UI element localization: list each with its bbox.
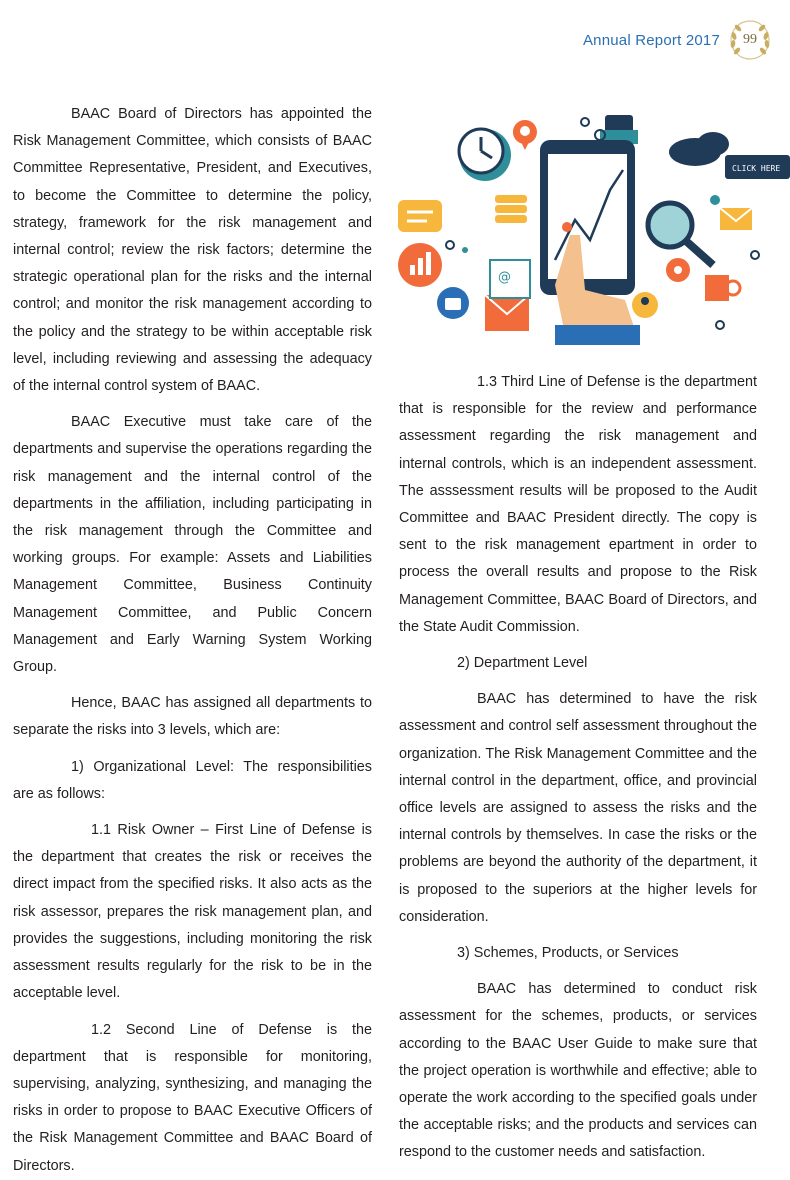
cloud-icon bbox=[669, 132, 729, 166]
trophy-icon bbox=[600, 115, 638, 144]
paragraph: 1.3 Third Line of Defense is the department that is responsible for the review and performance assessment regarding the risk management and internal controls, which is an independent assessment. The asssessment results will be proposed to the Audit Committee and BAAC President directly. The copy is sent to the risk management epartment in order to process the overall results and propose to the Risk Management Committee, BAAC Board of Directors, and the State Audit Commission. bbox=[399, 374, 757, 635]
clock-icon bbox=[459, 129, 511, 181]
coins-icon bbox=[495, 195, 527, 223]
paragraph: BAAC has determined to have the risk assessment and control self assessment throughout the organization. The Risk Management Committee and the internal control in the department, office, and provincial office levels are assigned to assess the risks and the internal controls by themselves. In case the risks or the problems are beyond the authority of the department, it is proposed to the superiors at the higher levels for consideration. bbox=[399, 691, 757, 925]
coffee-mug-icon bbox=[705, 275, 740, 301]
business-analytics-illustration bbox=[395, 100, 790, 345]
magnifier-icon bbox=[648, 203, 713, 265]
envelope-icon bbox=[485, 295, 529, 331]
report-title: Annual Report 2017 bbox=[582, 31, 720, 49]
mail-icon bbox=[720, 208, 752, 230]
paragraph: BAAC Board of Directors has appointed the Risk Management Committee, which consists of BAAC Committee Representative, President, and Executives, to become the Committee to determine the policy, strategy, framework for the risk management and internal control; review the risk factors; determine the strategic operational plan for the risks and the internal control; and monitor the risk management according to the policy and the strategy to be within acceptable risk level, including reviewing and assessing the adequacy of the internal control system of BAAC. bbox=[13, 106, 372, 395]
section-heading: 2) Department Level bbox=[457, 655, 588, 672]
document-icon bbox=[490, 260, 530, 298]
like-icon bbox=[437, 287, 469, 319]
right-column bbox=[399, 369, 757, 1167]
paragraph: BAAC Executive must take care of the departments and supervise the operations regarding the risk management and the internal control of the departments in the affiliation, including participating in the risk management through the Committee and working groups. For example: Assets and Liabilities Management Committee, Business Continuity Management Committee, and Public Concern Management and Early Warning System Working Group. bbox=[13, 414, 372, 676]
click-here-label: CLICK HERE bbox=[732, 164, 781, 173]
page-number-badge bbox=[728, 18, 772, 62]
page-number: 99 bbox=[743, 32, 757, 47]
left-column bbox=[13, 101, 372, 1180]
smartphone-icon bbox=[540, 140, 635, 295]
click-here-button bbox=[725, 155, 790, 179]
bar-chart-icon bbox=[398, 243, 442, 287]
user-avatar-icon bbox=[632, 258, 690, 318]
paragraph: 1.2 Second Line of Defense is the department that is responsible for monitoring, supervising, analyzing, synthesizing, and managing the risks in order to propose to BAAC Executive Officers of the Risk Management Committee and BAAC Board of Directors. bbox=[13, 1021, 372, 1174]
paragraph: 1) Organizational Level: The responsibilities are as follows: bbox=[13, 758, 372, 802]
svg-text:@: @ bbox=[498, 270, 511, 285]
paragraph: BAAC has determined to conduct risk assessment for the schemes, products, or services according to the BAAC User Guide to make sure that the project operation is worthwhile and effective; able to operate the work according to the specified goals under the acceptable risks; and the products and services can respond to the customer needs and satisfaction. bbox=[399, 981, 757, 1161]
location-pin-icon bbox=[513, 120, 537, 150]
chat-bubble-icon bbox=[398, 200, 442, 232]
section-heading: 3) Schemes, Products, or Services bbox=[457, 945, 679, 962]
page-header bbox=[583, 18, 772, 62]
paragraph: 1.1 Risk Owner – First Line of Defense is the department that creates the risk or receives the direct impact from the specified risks. It also acts as the risk assessor, prepares the risk management plan, and provides the suggestions, including monitoring the risk assessment results regularly for the risk to be in the acceptable level. bbox=[13, 822, 372, 1002]
paragraph: Hence, BAAC has assigned all departments to separate the risks into 3 levels, which are: bbox=[13, 695, 372, 739]
